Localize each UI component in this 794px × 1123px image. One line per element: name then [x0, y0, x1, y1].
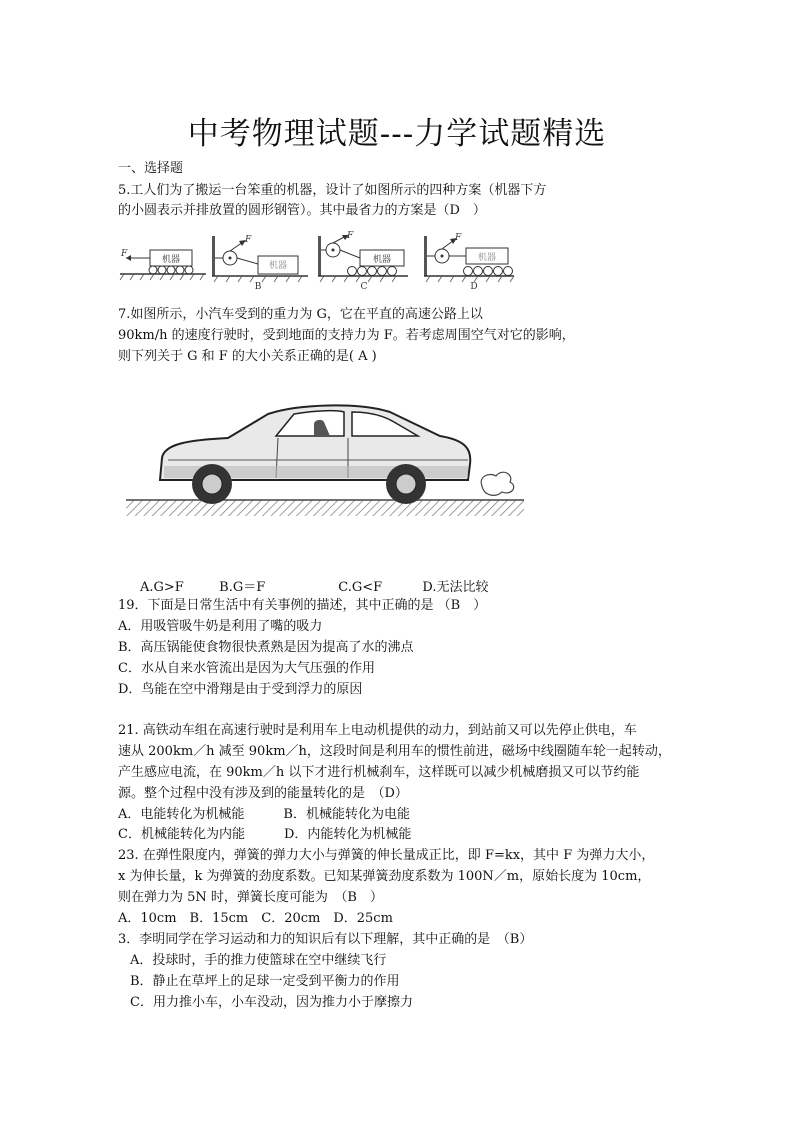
- q5-panel-a-machine-label: 机器: [161, 255, 181, 265]
- q7-option-d: D.无法比较: [422, 580, 489, 595]
- q5-panel-a-force-label: F: [121, 249, 128, 259]
- q7-option-c: C.G<F: [338, 580, 383, 595]
- q19-option-a: A．用吸管吸牛奶是利用了嘴的吸力: [118, 619, 323, 634]
- section-heading: 一、选择题: [118, 161, 184, 176]
- q23-line-1: 23. 在弹性限度内，弹簧的弹力大小与弹簧的伸长量成正比，即 F=kx，其中 F 为弹力大小，: [118, 848, 655, 863]
- q5-panel-c-force-label: F: [347, 231, 354, 241]
- q19-option-d: D．鸟能在空中滑翔是由于受到浮力的原因: [118, 682, 363, 697]
- q23-line-3: 则在弹力为 5N 时，弹簧长度可能为 （B ）: [118, 890, 383, 905]
- q7-car-figure: [118, 380, 528, 570]
- q3-option-b: B．静止在草坪上的足球一定受到平衡力的作用: [130, 974, 400, 989]
- q21-options-ab: A．电能转化为机械能 B．机械能转化为电能: [118, 807, 410, 822]
- q3-option-a: A．投球时，手的推力使篮球在空中继续飞行: [130, 953, 387, 968]
- q5-figure: [118, 228, 516, 290]
- q19-option-c: C．水从自来水管流出是因为大气压强的作用: [118, 661, 375, 676]
- q19-option-b: B．高压锅能使食物很快煮熟是因为提高了水的沸点: [118, 640, 414, 655]
- q7-option-a: A.G>F: [140, 580, 184, 595]
- exhaust-cloud: [481, 472, 514, 495]
- q5-panel-b: [212, 235, 308, 290]
- q5-panel-b-machine-label: 机器: [268, 261, 288, 271]
- q21-options-cd: C．机械能转化为内能 D．内能转化为机械能: [118, 827, 412, 842]
- q5-panel-b-label: B: [254, 282, 262, 290]
- q5-panel-c-label: C: [360, 282, 368, 290]
- q5-panel-c-machine-label: 机器: [372, 255, 392, 265]
- q5-panel-d: [424, 233, 514, 290]
- q7-option-b: B.G＝F: [219, 580, 266, 595]
- q5-line-2: 的小圆表示并排放置的圆形钢管）。其中最省力的方案是（D ）: [118, 203, 486, 218]
- q23-options: A．10cm B．15cm C．20cm D．25cm: [118, 911, 393, 926]
- q5-panel-c: [318, 231, 408, 290]
- q19-question: 19．下面是日常生活中有关事例的描述，其中正确的是 （B ）: [118, 598, 487, 613]
- q3-option-c: C．用力推小车，小车没动，因为推力小于摩擦力: [130, 995, 413, 1010]
- q21-line-2: 速从 200km／h 减至 90km／h，这段时间是利用车的惯性前进，磁场中线圈随车轮一起转动，: [118, 744, 671, 759]
- q7-line-2: 90km/h 的速度行驶时，受到地面的支持力为 F。若考虑周围空气对它的影响，: [118, 328, 575, 343]
- page-title: 中考物理试题---力学试题精选: [187, 116, 607, 152]
- q7-options: [140, 576, 489, 595]
- q7-line-3: 则下列关于 G 和 F 的大小关系正确的是( A ): [118, 349, 377, 364]
- q5-line-1: 5.工人们为了搬运一台笨重的机器，设计了如图所示的四种方案（机器下方: [118, 183, 547, 198]
- q3-question: 3．李明同学在学习运动和力的知识后有以下理解，其中正确的是 （B）: [118, 932, 533, 947]
- q5-panel-d-force-label: F: [455, 233, 462, 243]
- car-wheel-rear: [386, 464, 426, 504]
- q21-line-4: 源。整个过程中没有涉及到的能量转化的是 （D）: [118, 786, 408, 801]
- q21-line-1: 21. 高铁动车组在高速行驶时是利用车上电动机提供的动力，到站前又可以先停止供电，车: [118, 723, 637, 738]
- q5-panel-d-label: D: [470, 282, 478, 290]
- q23-line-2: x 为伸长量，k 为弹簧的劲度系数。已知某弹簧劲度系数为 100N／m，原始长度为 10cm，: [118, 869, 651, 884]
- road-surface: [126, 500, 524, 516]
- q21-line-3: 产生感应电流，在 90km／h 以下才进行机械刹车，这样既可以减少机械磨损又可以节约能: [118, 765, 640, 780]
- q5-panel-a: [120, 249, 206, 280]
- q5-panel-b-force-label: F: [245, 235, 252, 245]
- q5-panel-d-machine-label: 机器: [477, 253, 497, 263]
- q7-line-1: 7.如图所示，小汽车受到的重力为 G，它在平直的高速公路上以: [118, 307, 483, 322]
- car-wheel-front: [192, 464, 232, 504]
